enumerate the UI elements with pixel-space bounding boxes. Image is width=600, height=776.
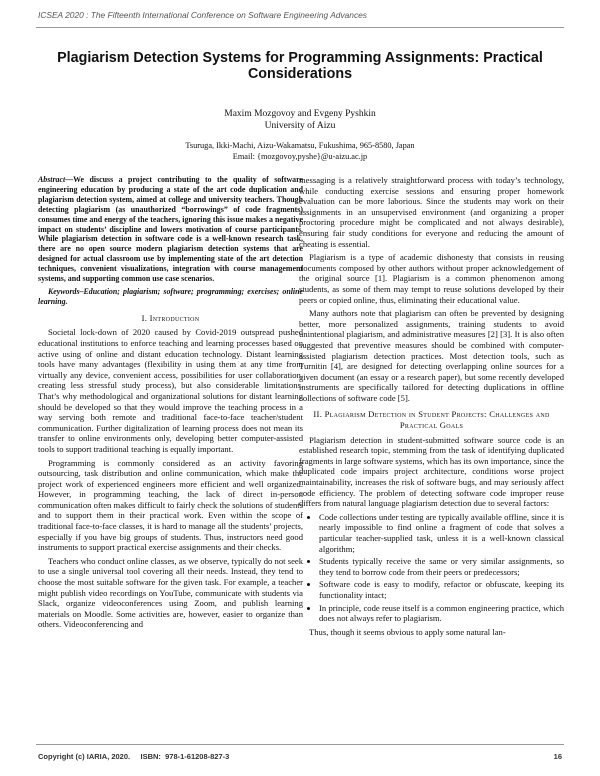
- paragraph: Plagiarism is a type of academic dishonesty that consists in reusing documents composed by other authors without proper acknowledgement of the original source [1]. Plagiarism is a common phenomenon among students, as some of them may tempt to reuse solutions developed by their peers or copied online, thus, eliminating their educational value.: [299, 252, 564, 305]
- list-item: • Students typically receive the same or very similar assignments, so they tend to borrow code from their peers or predecessors;: [319, 556, 564, 577]
- abstract-text: —We discuss a project contributing to the quality of software engineering education by producing a state of the art code duplication and plagiarism detection system, aimed at college and university teachers. Though detecting plagiarism (as unauthorized “borrowings” of code fragments) consumes time and energy of the teachers, ignoring this issue makes a negative impact on students’ discipline and lowers motivation of course participants. While plagiarism detection in software code is a well-known research task, there are no open source modern plagiarism detection systems that are designed for actual classroom use by implementing state of the art detection techniques, convenient visualizations, integration with course management systems, and supporting common use case scenarios.: [38, 175, 303, 284]
- keywords: Keywords–Education; plagiarism; software; programming; exercises; online learning.: [38, 286, 303, 306]
- abstract: [38, 175, 303, 284]
- paragraph: Teachers who conduct online classes, as we observe, typically do not seek to use a single universal tool covering all their needs. Instead, they tend to choose the most suitable software for the given task. For example, a teacher might publish video recordings on YouTube, communicate with students via Slack, organize videoconferences using Zoom, and publish learning materials on Moodle. Some activities are, however, easier to organize than others. Videoconferencing and: [38, 555, 303, 630]
- list-item: • Code collections under testing are typically available offline, since it is nearly impossible to find online a fragment of code that solves a particular teacher-supplied task, unless it is a well-known classical algorithm;: [319, 512, 564, 554]
- conference-header: ICSEA 2020 : The Fifteenth International Conference on Software Engineering Advances: [38, 10, 367, 20]
- address: Tsuruga, Ikki-Machi, Aizu-Wakamatsu, Fukushima, 965-8580, Japan: [185, 141, 415, 150]
- paragraph: messaging is a relatively straightforward process with today’s technology, while conducting exercise sessions and ensuring proper homework evaluation can be more laborious. Since the students may work on their assignments in an unsupervised environment (and organizing a proper proctoring procedure might be complicated and not always desirable), ensuring fair study conditions for everyone and reducing the amount of cheating is essential.: [299, 175, 564, 249]
- list-item: • In principle, code reuse itself is a common engineering practice, which does not always refer to plagiarism.: [319, 603, 564, 624]
- footer-divider: [36, 744, 564, 745]
- paragraph: Programming is commonly considered as an activity favoring outsourcing, task distribution and online communication, which make the project work of experienced engineers more efficient and well organized. However, in programming teaching, the lack of direct in-person communication often makes difficult to fairly check the solutions of students and to support them in their practical work. Even within the scope of traditional face-to-face classes, it is hard to manage all the students’ projects, especially if you have big groups of students. Thus, instructors need good instruments to support practical exercise assignments and their checks.: [38, 457, 303, 553]
- paragraph: Thus, though it seems obvious to apply some natural lan-: [309, 626, 506, 637]
- factor-list: [299, 512, 564, 624]
- section-heading-introduction: I. Introduction: [141, 312, 200, 323]
- paragraph: Plagiarism detection in student-submitted software source code is an established research topic, stemming from the task of identifying duplicated fragments in large software systems, which has its own importance, since the duplicated code impairs project architecture, conditions worse project maintainability, increases the risk of software bugs, and may seriously affect code efficiency. The problem of detecting software code improper reuse differs from natural language plagiarism detection due to several factors:: [299, 434, 564, 509]
- authors: Maxim Mozgovoy and Evgeny Pyshkin: [224, 109, 376, 119]
- right-column: [299, 175, 564, 640]
- copyright-footer: Copyright (c) IARIA, 2020. ISBN: 978-1-61208-827-3: [38, 752, 230, 761]
- abstract-label: Abstract: [38, 175, 66, 184]
- left-column: [38, 175, 303, 633]
- page-number: 16: [553, 752, 562, 761]
- author-block: [0, 108, 600, 132]
- affiliation-block: [0, 140, 600, 162]
- header-divider: [36, 27, 564, 28]
- paper-title: Plagiarism Detection Systems for Programming Assignments: Practical Considerations: [57, 50, 543, 82]
- paragraph: Many authors note that plagiarism can often be prevented by designing better, more personalized assignments, training students to avoid unintentional plagiarism, and administrative measures [2] [3]. It is also often suggested that preventive measures should be combined with computer-assisted plagiarism detection practices. Most detection tools, such as Turnitin [4], are designed for detecting overlapping online sources for a given document (an essay or a research paper), but some recently developed instruments are specifically tailored for detecting duplications in offline collections of software code [5].: [299, 308, 564, 403]
- university: University of Aizu: [264, 121, 336, 131]
- email: Email: {mozgovoy,pyshe}@u-aizu.ac.jp: [232, 152, 368, 161]
- list-item: • Software code is easy to modify, refactor or obfuscate, keeping its functionality intact;: [319, 579, 564, 600]
- section-heading-2: II. Plagiarism Detection in Student Projects: Challenges and Practical Goals: [313, 409, 550, 431]
- paragraph: Societal lock-down of 2020 caused by Covid-2019 outspread pushed educational institutions to enforce teaching and learning processes based on active using of online and distant education technology. Distant learning tools have many advantages (flexibility in using them at any time from virtually any device, convenient access, possibilities for user collaboration, creating less stressful study process), but also considerable limitations. That’s why methodological and organizational solutions for distant learning should be developed so that they would improve the teaching process in a way serving both remote and traditional face-to-face teacher/student communication. Further digitalization of learning process does not mean its transfer to online environments only, developing better computer-assisted tools to support traditional teaching is equally important.: [38, 327, 303, 454]
